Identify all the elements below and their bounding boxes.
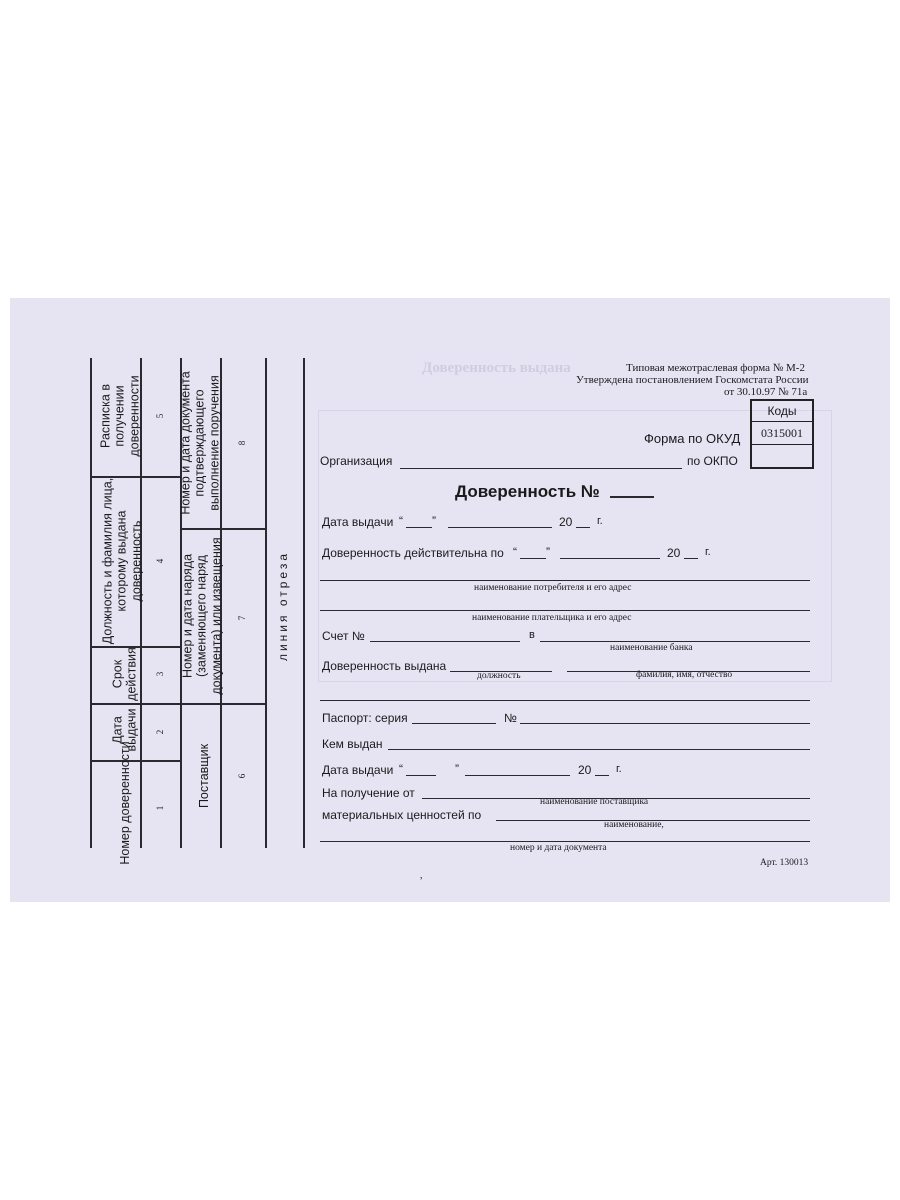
- account-label: Счет №: [322, 629, 365, 643]
- position-caption: должность: [477, 671, 521, 681]
- stub-row-line: [180, 703, 265, 705]
- valid-year-field[interactable]: [684, 558, 698, 559]
- receive-from-label: На получение от: [322, 786, 415, 800]
- show-through-text: Доверенность выдана: [422, 360, 571, 376]
- stub-row-line: [180, 528, 265, 530]
- passport-series-field[interactable]: [412, 723, 496, 724]
- stub-col-num: 7: [236, 615, 247, 621]
- valid-until-label: Доверенность действительна по: [322, 546, 504, 560]
- stub-col-num: 8: [236, 440, 247, 446]
- issue-date-label: Дата выдачи: [322, 515, 394, 529]
- document-title: Доверенность №: [455, 482, 600, 501]
- article-number: Арт. 130013: [760, 858, 809, 868]
- consumer-caption: наименование потребителя и его адрес: [474, 583, 632, 593]
- stub-header-term: Срок действия: [110, 647, 139, 701]
- passport-number-sign: №: [504, 711, 517, 725]
- passport-year: 20: [578, 763, 592, 777]
- stub-header-confirm: Номер и дата документа подтверждающего выполнение поручения: [178, 371, 222, 515]
- passport-day-field[interactable]: [406, 775, 436, 776]
- issue-month-field[interactable]: [448, 527, 552, 528]
- payer-field[interactable]: [320, 610, 810, 611]
- quote-open: “: [399, 762, 403, 776]
- stub-header-supplier: Поставщик: [196, 743, 211, 809]
- codes-title: Коды: [752, 401, 812, 422]
- stray-mark: ,: [420, 870, 423, 881]
- codes-box: [750, 399, 814, 469]
- fio-caption: фамилия, имя, отчество: [636, 670, 733, 680]
- materials-doc-field-2[interactable]: [320, 841, 810, 842]
- payer-caption: наименование плательщика и его адрес: [472, 613, 632, 623]
- issue-year-suffix: г.: [597, 515, 603, 527]
- passport-year-suffix: г.: [616, 763, 622, 775]
- valid-year: 20: [667, 546, 681, 560]
- materials-label: материальных ценностей по: [322, 808, 482, 822]
- doc-caption: номер и дата документа: [510, 843, 607, 853]
- stub-header-order: Номер и дата наряда (заменяющего наряд документа) или извещения: [180, 537, 224, 695]
- stub-row-line: [90, 760, 180, 762]
- document-sheet: [10, 298, 890, 902]
- issued-to-label: Доверенность выдана: [322, 659, 447, 673]
- stub-line: [90, 358, 92, 848]
- valid-day-field[interactable]: [520, 558, 546, 559]
- stub-col-num: 1: [154, 805, 165, 811]
- stub-col-num: 5: [154, 413, 165, 419]
- passport-month-field[interactable]: [465, 775, 570, 776]
- valid-year-suffix: г.: [705, 546, 711, 558]
- stub-header-date: Дата выдачи: [110, 708, 139, 752]
- issued-to-extra-field[interactable]: [320, 700, 810, 701]
- passport-label: Паспорт: серия: [322, 711, 408, 725]
- bank-caption: наименование банка: [610, 643, 693, 653]
- stub-line: [265, 358, 267, 848]
- issue-day-field[interactable]: [406, 527, 432, 528]
- issued-by-field[interactable]: [388, 749, 810, 750]
- stub-col-num: 4: [154, 558, 165, 564]
- organization-label: Организация: [320, 454, 393, 468]
- organization-field[interactable]: [400, 468, 682, 469]
- in-label: в: [529, 629, 535, 641]
- quote-open: “: [399, 514, 403, 528]
- issued-by-label: Кем выдан: [322, 737, 383, 751]
- form-approval-line: Утверждена постановлением Госкомстата России: [576, 374, 809, 386]
- quote-close: ”: [432, 514, 436, 528]
- account-field[interactable]: [370, 641, 520, 642]
- passport-date-label: Дата выдачи: [322, 763, 394, 777]
- form-approval-date: от 30.10.97 № 71а: [724, 386, 808, 398]
- bank-field[interactable]: [540, 641, 810, 642]
- stub-col-num: 3: [154, 671, 165, 677]
- cut-line-label: линия отреза: [276, 550, 291, 662]
- valid-month-field[interactable]: [560, 558, 660, 559]
- okud-value: 0315001: [752, 422, 812, 445]
- supplier-caption: наименование поставщика: [540, 797, 649, 807]
- stub-header-receipt: Расписка в получении доверенности: [98, 375, 142, 457]
- document-number-field[interactable]: [610, 496, 654, 498]
- passport-year-field[interactable]: [595, 775, 609, 776]
- stub-header-position: Должность и фамилия лица, которому выдана доверенность: [100, 477, 144, 645]
- passport-number-field[interactable]: [520, 723, 810, 724]
- issue-year-field[interactable]: [576, 527, 590, 528]
- quote-close: ”: [455, 762, 459, 776]
- okud-label: Форма по ОКУД: [644, 431, 741, 446]
- form-type-line: Типовая межотраслевая форма № М-2: [626, 362, 805, 374]
- name-caption: наименование,: [604, 820, 664, 830]
- consumer-field[interactable]: [320, 580, 810, 581]
- issue-year: 20: [559, 515, 573, 529]
- stub-col-num: 6: [236, 773, 247, 779]
- stub-header-number: Номер доверенности: [117, 741, 132, 865]
- quote-open: “: [513, 545, 517, 559]
- quote-close: ”: [546, 545, 550, 559]
- cut-line: [303, 358, 305, 848]
- okpo-label: по ОКПО: [687, 454, 738, 468]
- stub-col-num: 2: [154, 729, 165, 735]
